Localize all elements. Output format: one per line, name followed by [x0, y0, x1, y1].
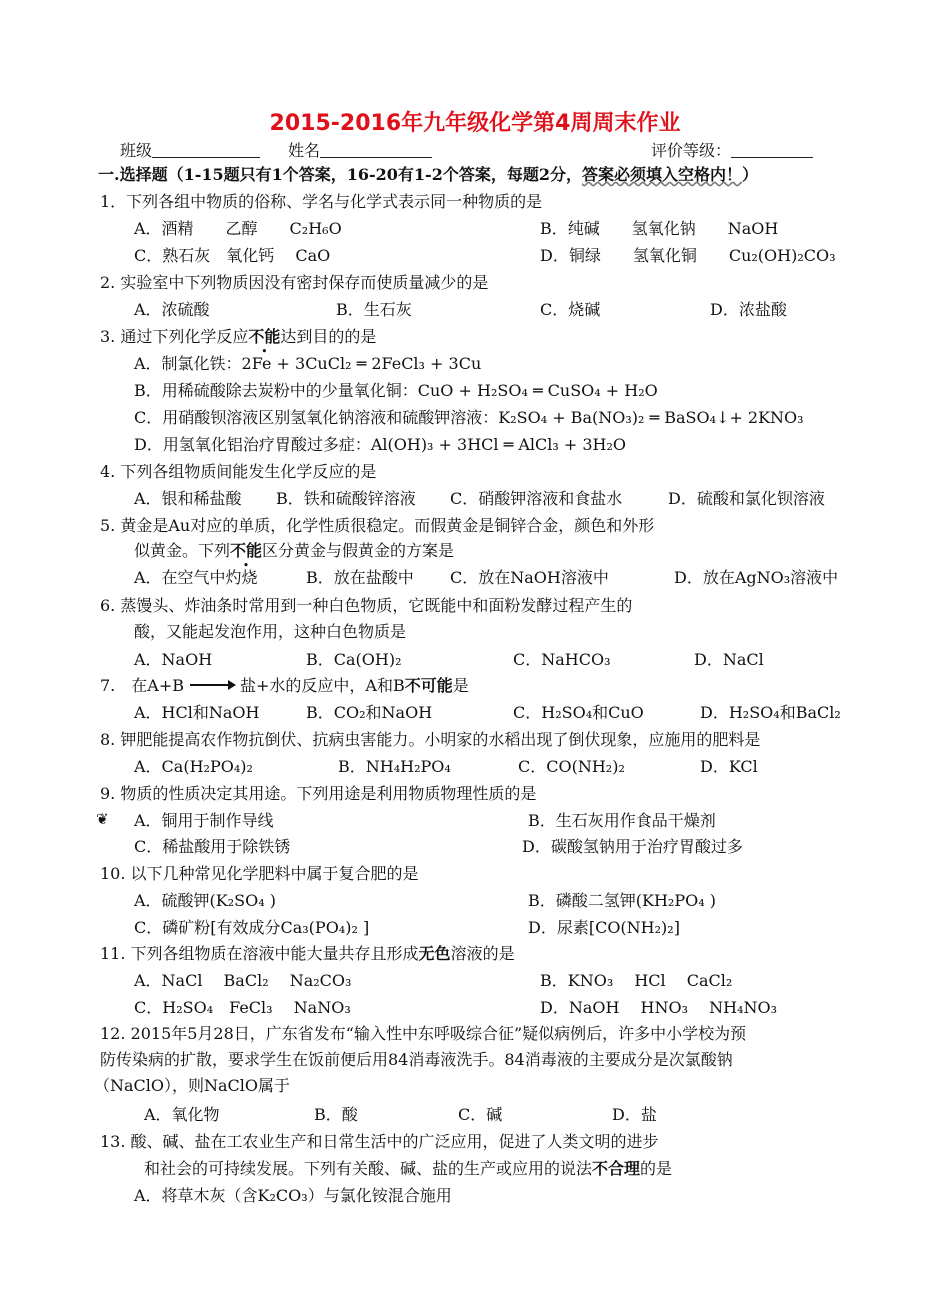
q6-option-c: C．NaHCO₃ [513, 650, 611, 669]
q10-option-b: B．磷酸二氢钾(KH₂PO₄ ) [528, 891, 716, 910]
q8-option-a: A．Ca(H₂PO₄)₂ [134, 757, 253, 776]
q8-option-c: C．CO(NH₂)₂ [518, 757, 625, 776]
q7-option-a: A．HCl和NaOH [134, 703, 260, 722]
q2-option-a: A．浓硫酸 [134, 300, 210, 319]
q9-option-d: D．碳酸氢钠用于治疗胃酸过多 [522, 837, 743, 856]
q10-option-c: C．磷矿粉[有效成分Ca₃(PO₄)₂ ] [134, 918, 370, 937]
q3-option-c: C．用硝酸钡溶液区别氢氧化钠溶液和硫酸钾溶液：K₂SO₄ + Ba(NO₃)₂ ═ BaSO₄↓+ 2KNO₃ [134, 408, 804, 427]
class-field [120, 140, 260, 162]
q7-stem-post: 是 [452, 676, 469, 695]
q4-option-d: D．硫酸和氯化钡溶液 [668, 489, 825, 508]
q5-option-b: B．放在盐酸中 [306, 568, 414, 587]
q10-option-a: A．硫酸钾(K₂SO₄ ) [134, 891, 276, 910]
q5-option-a: A．在空气中灼烧 [134, 568, 258, 587]
q13-stem2-post: 的是 [640, 1159, 673, 1178]
q9-option-b: B．生石灰用作食品干燥剂 [528, 811, 716, 830]
q3-option-d: D．用氢氧化铝治疗胃酸过多症：Al(OH)₃ + 3HCl ═ AlCl₃ + 3H₂O [134, 435, 627, 454]
q7-stem [100, 675, 469, 697]
q10-stem: 10. 以下几种常见化学肥料中属于复合肥的是 [100, 864, 419, 883]
q2-option-b: B．生石灰 [336, 300, 412, 319]
grade-field [651, 140, 813, 162]
q5-stem-2 [134, 540, 454, 562]
q11-option-c: C．H₂SO₄ FeCl₃ NaNO₃ [134, 998, 351, 1017]
q8-stem: 8. 钾肥能提高农作物抗倒伏、抗病虫害能力。小明家的水稻出现了倒伏现象，应施用的肥料是 [100, 730, 761, 749]
name-field [288, 140, 432, 162]
q8-option-d: D．KCl [700, 757, 758, 776]
q12-stem-2: 防传染病的扩散，要求学生在饭前便后用84消毒液洗手。84消毒液的主要成分是次氯酸钠 [100, 1050, 733, 1069]
q13-option-a: A．将草木灰（含K₂CO₃）与氯化铵混合施用 [134, 1186, 452, 1205]
q11-option-a: A．NaCl BaCl₂ Na₂CO₃ [134, 971, 352, 990]
q8-option-b: B．NH₄H₂PO₄ [338, 757, 451, 776]
q10-option-d: D．尿素[CO(NH₂)₂] [528, 918, 680, 937]
q6-option-a: A．NaOH [134, 650, 213, 669]
q6-stem-2: 酸，又能起发泡作用，这种白色物质是 [134, 622, 407, 641]
q1-stem: 1．下列各组中物质的俗称、学名与化学式表示同一种物质的是 [100, 192, 543, 211]
q13-stem2-key: 不合理 [592, 1159, 641, 1178]
q9-option-c: C．稀盐酸用于除铁锈 [134, 837, 291, 856]
grade-label: 评价等级： [651, 141, 732, 160]
q3-stem-pre: 3. 通过下列化学反应 [100, 327, 249, 346]
q5-stem2-pre: 似黄金。下列 [134, 541, 231, 560]
q3-stem [100, 326, 376, 348]
q11-stem-key: 无色 [418, 944, 451, 963]
q4-option-b: B．铁和硫酸锌溶液 [276, 489, 416, 508]
q5-option-c: C．放在NaOH溶液中 [450, 568, 609, 587]
q3-option-b: B．用稀硫酸除去炭粉中的少量氧化铜：CuO + H₂SO₄ ═ CuSO₄ + H₂O [134, 381, 658, 400]
q5-stem: 5. 黄金是Au对应的单质，化学性质很稳定。而假黄金是铜锌合金，颜色和外形 [100, 516, 655, 535]
handwritten-mark-icon: ❦ [96, 810, 109, 828]
q11-stem-pre: 11. 下列各组物质在溶液中能大量共存且形成 [100, 944, 419, 963]
q12-stem-3: （NaClO），则NaClO属于 [94, 1076, 291, 1095]
reaction-arrow-icon [190, 684, 234, 686]
q12-option-d: D．盐 [612, 1105, 657, 1124]
q11-stem-post: 溶液的是 [450, 944, 515, 963]
q4-option-c: C．硝酸钾溶液和食盐水 [450, 489, 623, 508]
q12-stem: 12. 2015年5月28日，广东省发布“输入性中东呼吸综合征”疑似病例后，许多中小学校为预 [100, 1024, 747, 1043]
q6-stem: 6. 蒸馒头、炸油条时常用到一种白色物质，它既能中和面粉发酵过程产生的 [100, 596, 633, 615]
q11-option-b: B．KNO₃ HCl CaCl₂ [540, 971, 733, 990]
name-label: 姓名 [288, 141, 321, 160]
q7-stem-pre: 7. 在A+B [100, 676, 184, 695]
q11-stem [100, 943, 515, 965]
name-blank[interactable] [320, 141, 432, 158]
q4-stem: 4. 下列各组物质间能发生化学反应的是 [100, 462, 377, 481]
q12-option-b: B．酸 [314, 1105, 358, 1124]
q4-option-a: A．银和稀盐酸 [134, 489, 242, 508]
q9-stem: 9. 物质的性质决定其用途。下列用途是利用物质物理性质的是 [100, 784, 537, 803]
q7-option-d: D．H₂SO₄和BaCl₂ [700, 703, 841, 722]
page-title: 2015-2016年九年级化学第4周周末作业 [269, 111, 681, 136]
q12-option-c: C．碱 [458, 1105, 503, 1124]
q7-stem-mid: 盐+水的反应中，A和B [240, 676, 405, 695]
q3-stem-post: 达到目的的是 [280, 327, 377, 346]
q7-option-c: C．H₂SO₄和CuO [513, 703, 644, 722]
q3-option-a: A．制氯化铁：2Fe + 3CuCl₂ ═ 2FeCl₃ + 3Cu [134, 354, 482, 373]
q1-option-d: D．铜绿 氢氧化铜 Cu₂(OH)₂CO₃ [540, 246, 836, 265]
q1-option-a: A．酒精 乙醇 C₂H₆O [134, 219, 342, 238]
q1-option-b: B．纯碱 氢氧化钠 NaOH [540, 219, 779, 238]
q3-stem-key: 不能 [248, 327, 281, 346]
q1-option-c: C．熟石灰 氧化钙 CaO [134, 246, 331, 265]
q2-option-c: C．烧碱 [540, 300, 601, 319]
section-close: ） [741, 165, 758, 184]
q6-option-d: D．NaCl [694, 650, 764, 669]
q7-option-b: B．CO₂和NaOH [306, 703, 433, 722]
q12-option-a: A．氧化物 [144, 1105, 220, 1124]
q2-option-d: D．浓盐酸 [710, 300, 787, 319]
q13-stem2-pre: 和社会的可持续发展。下列有关酸、碱、盐的生产或应用的说法 [144, 1159, 593, 1178]
section-heading-text: 一.选择题（1-15题只有1个答案，16-20有1-2个答案，每题2分， [98, 165, 582, 184]
q9-option-a: A．铜用于制作导线 [134, 811, 274, 830]
q6-option-b: B．Ca(OH)₂ [306, 650, 402, 669]
grade-blank[interactable] [731, 141, 813, 158]
q13-stem: 13. 酸、碱、盐在工农业生产和日常生活中的广泛应用，促进了人类文明的进步 [100, 1132, 659, 1151]
q5-stem2-post: 区分黄金与假黄金的方案是 [262, 541, 455, 560]
q13-stem-2 [144, 1158, 672, 1180]
section-emphasis: 答案必须填入空格内！ [581, 165, 742, 184]
section-heading [98, 164, 758, 186]
q11-option-d: D．NaOH HNO₃ NH₄NO₃ [540, 998, 777, 1017]
q7-stem-key: 不可能 [404, 676, 453, 695]
q5-stem2-key: 不能 [230, 541, 263, 560]
class-label: 班级 [120, 141, 153, 160]
class-blank[interactable] [152, 141, 260, 158]
q2-stem: 2. 实验室中下列物质因没有密封保存而使质量减少的是 [100, 273, 489, 292]
q5-option-d: D．放在AgNO₃溶液中 [674, 568, 839, 587]
